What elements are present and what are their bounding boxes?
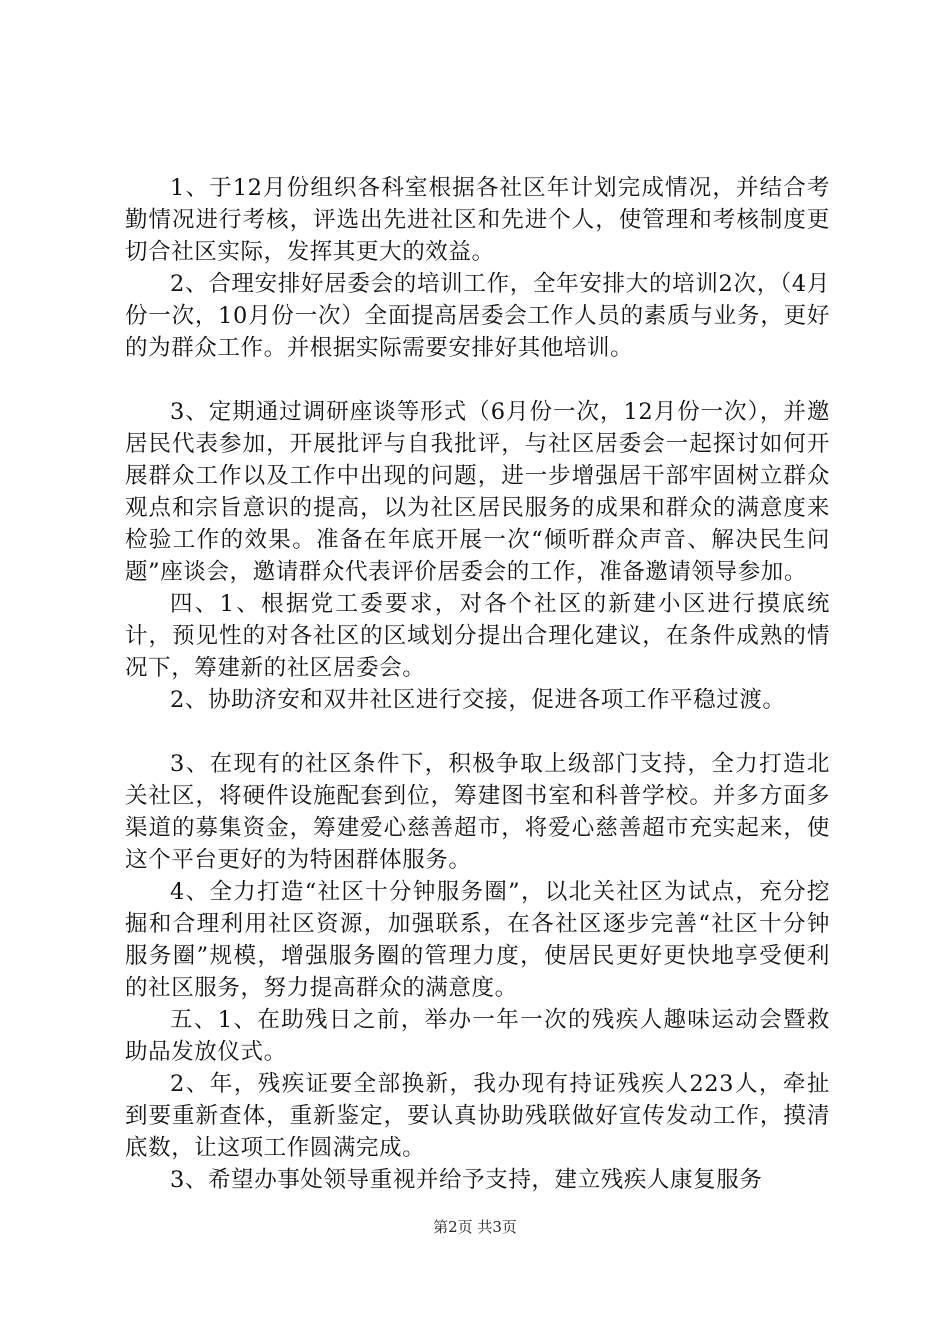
paragraph-section-four-item-1: 四、1、根据党工委要求，对各个社区的新建小区进行摸底统计，预见性的对各社区的区域划分提出合理化建议，在条件成熟的情况下，筹建新的社区居委会。 <box>125 591 830 681</box>
paragraph-symposium: 3、定期通过调研座谈等形式（6月份一次，12月份一次），并邀居民代表参加，开展批评与自我批评，与社区居委会一起探讨如何开展群众工作以及工作中出现的问题，进一步增强居干部牢固树立群众观点和宗旨意识的提高，以为社区居民服务的成果和群众的满意度来检验工作的效果。准备在年底开展一次“倾听群众声音、解决民生问题”座谈会，邀请群众代表评价居委会的工作，准备邀请领导参加。 <box>125 399 830 585</box>
page-number-label: 第2页 共3页 <box>433 1218 517 1236</box>
paragraph-assessment: 1、于12月份组织各科室根据各社区年计划完成情况，并结合考勤情况进行考核，评选出先进社区和先进个人，使管理和考核制度更切合社区实际，发挥其更大的效益。 <box>125 175 830 265</box>
paragraph-training: 2、合理安排好居委会的培训工作，全年安排大的培训2次，（4月份一次，10月份一次）全面提高居委会工作人员的素质与业务，更好的为群众工作。并根据实际需要安排好其他培训。 <box>125 271 830 361</box>
paragraph-section-four-item-2: 2、协助济安和双井社区进行交接，促进各项工作平稳过渡。 <box>170 687 786 713</box>
paragraph-section-four-item-3: 3、在现有的社区条件下，积极争取上级部门支持，全力打造北关社区，将硬件设施配套到位，筹建图书室和科普学校。并多方面多渠道的募集资金，筹建爱心慈善超市，将爱心慈善超市充实起来，使这个平台更好的为特困群体服务。 <box>125 751 830 873</box>
paragraph-section-five-item-2: 2、年，残疾证要全部换新，我办现有持证残疾人223人，牵扯到要重新查体，重新鉴定，要认真协助残联做好宣传发动工作，摸清底数，让这项工作圆满完成。 <box>125 1071 830 1161</box>
page-footer <box>0 1217 950 1237</box>
paragraph-section-five-item-1: 五、1、在助残日之前，举办一年一次的残疾人趣味运动会暨救助品发放仪式。 <box>125 1007 830 1065</box>
paragraph-section-five-item-3: 3、希望办事处领导重视并给予支持，建立残疾人康复服务 <box>170 1167 763 1193</box>
paragraph-section-four-item-4: 4、全力打造“社区十分钟服务圈”，以北关社区为试点，充分挖掘和合理利用社区资源，加强联系，在各社区逐步完善“社区十分钟服务圈”规模，增强服务圈的管理力度，使居民更好更快地享受便利的社区服务，努力提高群众的满意度。 <box>125 879 830 1001</box>
document-body <box>125 172 830 1196</box>
